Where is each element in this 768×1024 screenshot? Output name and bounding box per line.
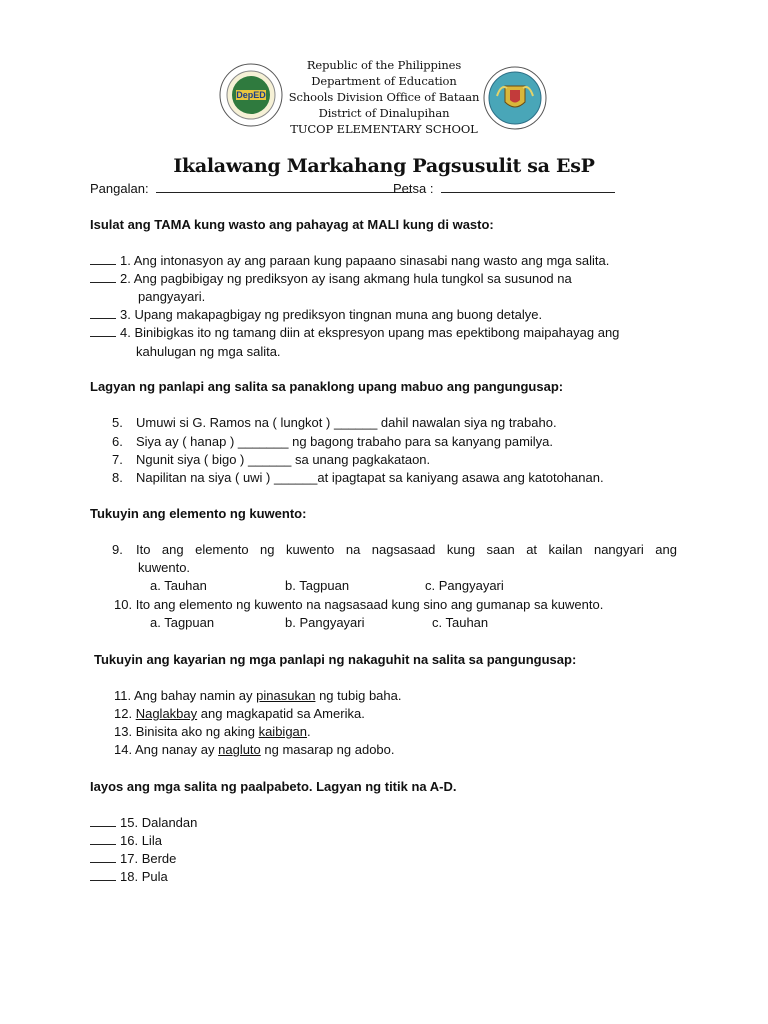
- page-title: Ikalawang Markahang Pagsusulit sa EsP: [173, 155, 595, 177]
- underlined-word: kaibigan: [258, 724, 308, 739]
- list-item: [90, 815, 197, 830]
- item-text: Binisita ako ng aking: [135, 724, 255, 739]
- item-number: 7.: [112, 452, 123, 467]
- choice-b: b. Pangyayari: [285, 615, 365, 630]
- answer-blank[interactable]: [90, 869, 116, 881]
- list-item: [90, 307, 542, 322]
- item-number: 6.: [112, 434, 123, 449]
- item-text: Binibigkas ito ng tamang diin at ekspresyon upang mas epektibong maipahayag ang: [134, 325, 620, 340]
- item-continuation: kuwento.: [138, 560, 191, 575]
- list-item: [114, 706, 365, 721]
- list-item: [90, 253, 609, 268]
- item-text: .: [307, 724, 311, 739]
- item-number: 10.: [114, 597, 133, 612]
- item-text: Ito ang elemento ng kuwento na nagsasaad kung saan at kailan nangyari ang: [136, 542, 677, 557]
- answer-blank[interactable]: [90, 325, 116, 337]
- item-text: Ang bahay namin ay: [134, 688, 253, 703]
- date-line[interactable]: [441, 181, 615, 193]
- item-text: Umuwi si G. Ramos na ( lungkot ) ______ dahil nawalan siya ng trabaho.: [136, 415, 557, 430]
- item-number: 15.: [120, 815, 139, 830]
- item-text: Napilitan na siya ( uwi ) ______at ipagtapat sa kaniyang asawa ang katotohanan.: [136, 470, 604, 485]
- item-number: 18.: [120, 869, 139, 884]
- choice-a: a. Tauhan: [150, 578, 207, 593]
- deped-logo-text: DepED: [236, 90, 266, 100]
- name-line[interactable]: [156, 181, 410, 193]
- item-number: 3.: [120, 307, 131, 322]
- header-line-school: TUCOP ELEMENTARY SCHOOL: [290, 122, 478, 136]
- item-number: 1.: [120, 253, 131, 268]
- item-number: 9.: [112, 542, 123, 557]
- section-2-instruction: Lagyan ng panlapi ang salita sa panaklong upang mabuo ang pangungusap:: [90, 379, 564, 394]
- answer-blank[interactable]: [90, 253, 116, 265]
- list-item: [114, 688, 401, 703]
- section-1-instruction: Isulat ang TAMA kung wasto ang pahayag at MALI kung di wasto:: [90, 217, 494, 232]
- list-item: [90, 325, 619, 340]
- answer-blank[interactable]: [90, 271, 116, 283]
- item-text: ng masarap ng adobo.: [264, 742, 395, 757]
- item-number: 5.: [112, 415, 123, 430]
- list-item: [112, 415, 557, 430]
- item-text: Upang makapagbigay ng prediksyon tingnan muna ang buong detalye.: [134, 307, 543, 322]
- choice-c: c. Pangyayari: [425, 578, 504, 593]
- item-number: 8.: [112, 470, 123, 485]
- item-text: Ang intonasyon ay ang paraan kung papaano sinasabi nang wasto ang mga salita.: [133, 253, 610, 268]
- list-item: [114, 597, 603, 612]
- list-item: [112, 434, 553, 449]
- underlined-word: nagluto: [218, 742, 261, 757]
- choice-c: c. Tauhan: [432, 615, 489, 630]
- answer-blank[interactable]: [90, 307, 116, 319]
- item-text: Lila: [141, 833, 162, 848]
- item-number: 17.: [120, 851, 139, 866]
- item-text: Ngunit siya ( bigo ) ______ sa unang pagkakataon.: [136, 452, 431, 467]
- school-header: [0, 57, 768, 137]
- name-label: Pangalan:: [90, 181, 149, 196]
- name-field[interactable]: [90, 181, 410, 196]
- list-item: [90, 271, 572, 286]
- item-text: Dalandan: [141, 815, 198, 830]
- item-text: ng tubig baha.: [319, 688, 402, 703]
- list-item: [90, 869, 168, 884]
- header-line-district: District of Dinalupihan: [318, 106, 450, 120]
- list-item: [90, 851, 176, 866]
- choice-b: b. Tagpuan: [285, 578, 350, 593]
- section-4-instruction: Tukuyin ang kayarian ng mga panlapi ng nakaguhit na salita sa pangungusap:: [94, 652, 577, 667]
- item-text: Ito ang elemento ng kuwento na nagsasaad kung sino ang gumanap sa kuwento.: [135, 597, 604, 612]
- date-field[interactable]: [393, 181, 615, 196]
- header-line-deped: Department of Education: [311, 74, 457, 88]
- item-continuation: kahulugan ng mga salita.: [136, 344, 281, 359]
- header-line-republic: Republic of the Philippines: [306, 58, 462, 72]
- list-item: [112, 542, 677, 557]
- item-text: Berde: [141, 851, 177, 866]
- item-text: Siya ay ( hanap ) _______ ng bagong trabaho para sa kanyang pamilya.: [136, 434, 554, 449]
- item-continuation: pangyayari.: [138, 289, 206, 304]
- underlined-word: pinasukan: [256, 688, 316, 703]
- list-item: [112, 452, 430, 467]
- item-number: 4.: [120, 325, 131, 340]
- item-number: 16.: [120, 833, 139, 848]
- item-number: 11.: [114, 688, 132, 703]
- item-text: Ang pagbibigay ng prediksyon ay isang akmang hula tungkol sa susunod na: [133, 271, 572, 286]
- answer-blank[interactable]: [90, 851, 116, 863]
- answer-blank[interactable]: [90, 815, 116, 827]
- list-item: [114, 724, 311, 739]
- item-text: Ang nanay ay: [134, 742, 215, 757]
- item-text: ang magkapatid sa Amerika.: [200, 706, 365, 721]
- item-number: 12.: [114, 706, 133, 721]
- list-item: [90, 833, 162, 848]
- list-item: [112, 470, 604, 485]
- item-number: 14.: [114, 742, 133, 757]
- date-label: Petsa :: [393, 181, 434, 196]
- section-5-instruction: Iayos ang mga salita ng paalpabeto. Lagyan ng titik na A-D.: [90, 779, 457, 794]
- item-text: Pula: [141, 869, 168, 884]
- section-3-instruction: Tukuyin ang elemento ng kuwento:: [90, 506, 307, 521]
- answer-blank[interactable]: [90, 833, 116, 845]
- choice-a: a. Tagpuan: [150, 615, 215, 630]
- item-number: 13.: [114, 724, 133, 739]
- underlined-word: Naglakbay: [135, 706, 198, 721]
- item-number: 2.: [120, 271, 131, 286]
- list-item: [114, 742, 395, 757]
- header-line-division: Schools Division Office of Bataan: [288, 90, 480, 104]
